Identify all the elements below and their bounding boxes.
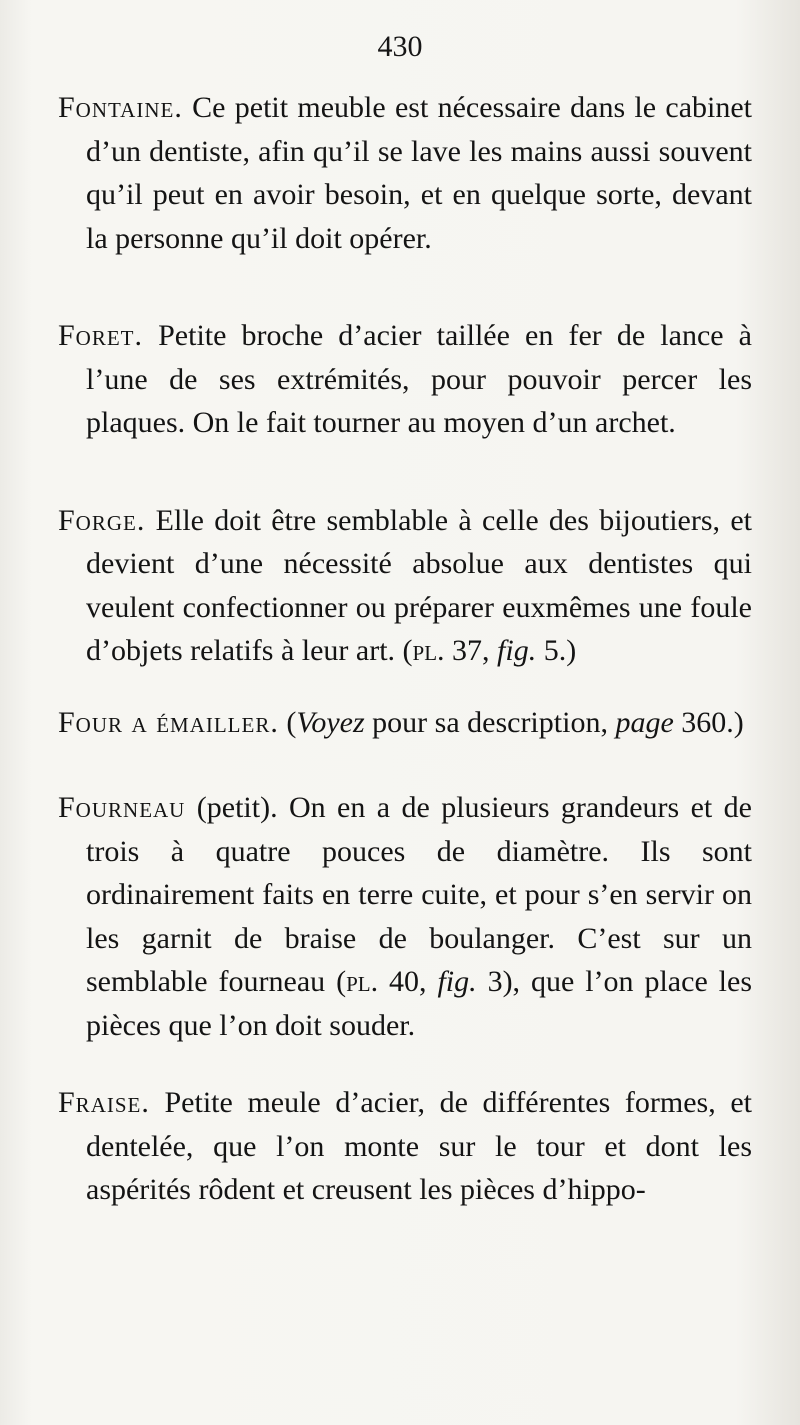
- dictionary-text: [58, 86, 752, 1212]
- entry-body: 3), que l’on place les pièces que l’on doit souder.: [86, 965, 753, 1042]
- entry-body: pour sa description,: [364, 705, 616, 739]
- entry-fraise: [58, 1081, 752, 1212]
- entry-four-a-emailler: [58, 701, 752, 745]
- headword: Fontaine.: [58, 91, 183, 124]
- entry-body: (petit). On en a de plusieurs grandeurs et de trois à quatre pouces de diamètre. Ils sont ordinairement faits en terre cuite, et pour s’en servir on les garnit de braise de boulanger. C’est sur un semblable fourneau (: [86, 791, 752, 998]
- figure-label: fig.: [437, 965, 477, 998]
- entry-body: Petite broche d’acier taillée en fer de lance à l’une de ses extrémités, pour pouvoir percer les plaques. On le fait tourner au moyen d’un archet.: [86, 319, 752, 439]
- page-reference-label: page: [615, 705, 674, 739]
- headword: Fourneau: [58, 791, 186, 824]
- headword: Four a émailler.: [58, 705, 279, 739]
- headword: Fraise.: [58, 1086, 150, 1119]
- entry-foret: [58, 314, 752, 445]
- plate-label: pl.: [346, 965, 379, 998]
- headword: Forge.: [58, 503, 146, 537]
- entry-body: (: [278, 705, 297, 739]
- headword: Foret.: [58, 319, 144, 352]
- plate-number: 37,: [444, 634, 498, 667]
- page-number: 430: [377, 30, 423, 63]
- plate-number: 40,: [378, 965, 438, 998]
- cross-reference: Voyez: [296, 705, 365, 739]
- plate-label: pl.: [412, 634, 445, 667]
- figure-label: fig.: [497, 634, 537, 667]
- entry-body: Petite meule d’acier, de différentes formes, et dentelée, que l’on monte sur le tour et dont les aspérités rôdent et creusent les pièces d’hippo-: [86, 1086, 752, 1206]
- figure-number: 5.): [536, 634, 577, 667]
- entry-fourneau: [58, 786, 752, 1047]
- page-reference-number: 360.): [673, 705, 744, 739]
- entry-body: Ce petit meuble est nécessaire dans le cabinet d’un dentiste, afin qu’il se lave les mains aussi souvent qu’il peut en avoir besoin, et en quelque sorte, devant la personne qu’il doit opérer.: [86, 91, 752, 255]
- entry-fontaine: [58, 86, 752, 260]
- entry-forge: [58, 499, 752, 673]
- entry-body: Elle doit être semblable à celle des bijoutiers, et devient d’une nécessité absolue aux dentistes qui veulent confectionner ou préparer euxmêmes une foule d’objets relatifs à leur art. (: [86, 503, 752, 667]
